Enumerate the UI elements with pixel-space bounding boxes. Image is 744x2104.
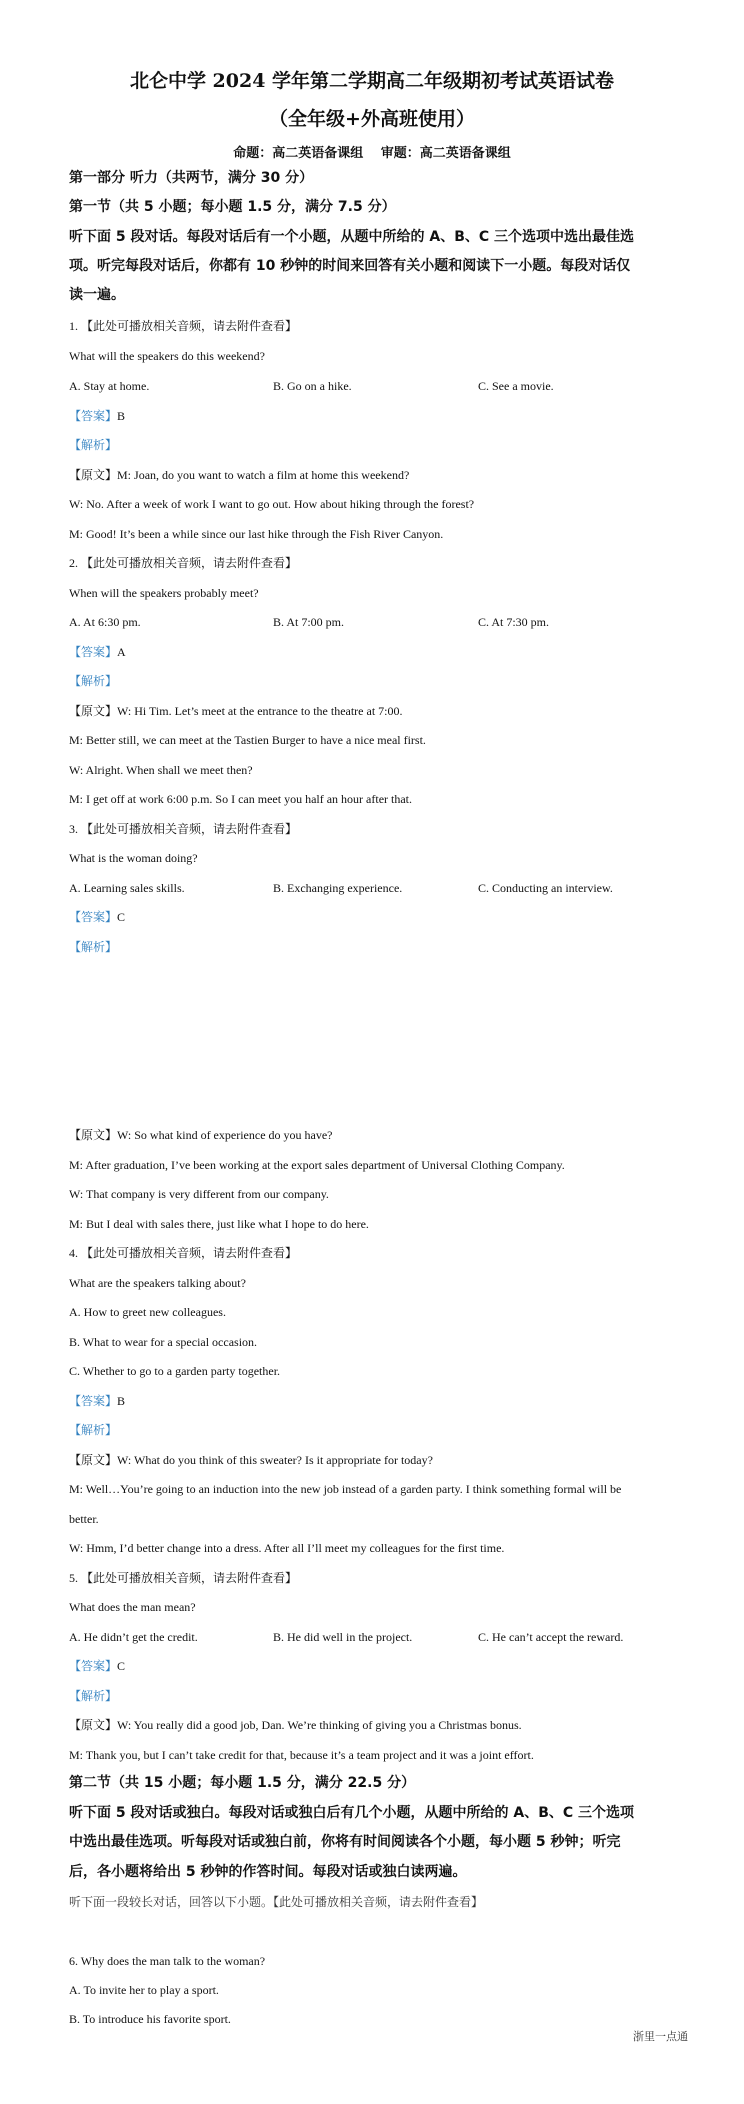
q1-number: 1. xyxy=(69,319,78,333)
q2-transcript-1: 【原文】W: Hi Tim. Let’s meet at the entrance to the theatre at 7:00. xyxy=(69,704,403,718)
q3-transcript-2: M: After graduation, I’ve been working at the export sales department of Universal Clothing Company. xyxy=(69,1158,565,1172)
q4-header xyxy=(69,1245,297,1261)
q4-question: What are the speakers talking about? xyxy=(69,1276,246,1290)
q4-transcript-2-cont: better. xyxy=(69,1512,99,1526)
answer-tag: 【答案】 xyxy=(69,409,118,423)
section2-instruction-3: 后，各小题将给出 5 秒钟的作答时间。每段对话或独白读两遍。 xyxy=(69,1864,467,1880)
q3-option-b: B. Exchanging experience. xyxy=(273,881,403,895)
answer-tag: 【答案】 xyxy=(69,910,118,924)
q3-option-c: C. Conducting an interview. xyxy=(478,881,613,895)
part1-heading: 第一部分 听力（共两节，满分 30 分） xyxy=(69,170,314,186)
section1-instruction-1: 听下面 5 段对话。每段对话后有一个小题，从题中所给的 A、B、C 三个选项中选出最佳选 xyxy=(69,229,635,245)
q1-audio-note: 【此处可播放相关音频，请去附件查看】 xyxy=(81,319,298,333)
q6-option-a: A. To invite her to play a sport. xyxy=(69,1983,219,1997)
q2-question: When will the speakers probably meet? xyxy=(69,586,259,600)
q6-option-b: B. To introduce his favorite sport. xyxy=(69,2012,231,2026)
q4-transcript-1: 【原文】W: What do you think of this sweater? Is it appropriate for today? xyxy=(69,1453,433,1467)
q4-option-b: B. What to wear for a special occasion. xyxy=(69,1335,258,1349)
q2-option-a: A. At 6:30 pm. xyxy=(69,615,141,629)
q3-audio-note: 【此处可播放相关音频，请去附件查看】 xyxy=(81,822,298,836)
q2-option-b: B. At 7:00 pm. xyxy=(273,615,345,629)
q1-option-c: C. See a movie. xyxy=(478,379,554,393)
q3-question: What is the woman doing? xyxy=(69,851,198,865)
q2-answer-value: A xyxy=(117,645,126,659)
answer-tag: 【答案】 xyxy=(69,1394,118,1408)
answer-tag: 【答案】 xyxy=(69,645,118,659)
q5-option-b: B. He did well in the project. xyxy=(273,1630,413,1644)
original-tag: 【原文】 xyxy=(69,1453,118,1467)
q1-answer xyxy=(69,408,125,424)
q4-answer-value: B xyxy=(117,1394,126,1408)
q1-header xyxy=(69,318,297,334)
section1-instruction-2: 项。听完每段对话后，你都有 10 秒钟的时间来回答有关小题和阅读下一小题。每段对话仅 xyxy=(69,258,631,274)
q4-option-c: C. Whether to go to a garden party together. xyxy=(69,1364,281,1378)
q1-option-b: B. Go on a hike. xyxy=(273,379,352,393)
q3-answer xyxy=(69,909,125,925)
q3-number: 3. xyxy=(69,822,78,836)
q6-question: 6. Why does the man talk to the woman? xyxy=(69,1954,266,1968)
q2-header xyxy=(69,555,297,571)
answer-tag: 【答案】 xyxy=(69,1659,118,1673)
q5-question: What does the man mean? xyxy=(69,1600,196,1614)
section2-listen-note: 听下面一段较长对话，回答以下小题。【此处可播放相关音频，请去附件查看】 xyxy=(69,1895,484,1909)
q2-number: 2. xyxy=(69,556,78,570)
q5-answer xyxy=(69,1658,125,1674)
q3-transcript-4: M: But I deal with sales there, just like what I hope to do here. xyxy=(69,1217,369,1231)
section2-instruction-1: 听下面 5 段对话或独白。每段对话或独白后有几个小题，从题中所给的 A、B、C 三个选项 xyxy=(69,1805,635,1821)
q3-option-a: A. Learning sales skills. xyxy=(69,881,185,895)
section1-heading: 第一节（共 5 小题；每小题 1.5 分，满分 7.5 分） xyxy=(69,199,396,215)
q1-transcript-2: W: No. After a week of work I want to go out. How about hiking through the forest? xyxy=(69,497,475,511)
original-tag: 【原文】 xyxy=(69,468,118,482)
q4-option-a: A. How to greet new colleagues. xyxy=(69,1305,226,1319)
q3-answer-value: C xyxy=(117,910,126,924)
footer-watermark: 浙里一点通 xyxy=(633,2030,688,2043)
q2-audio-note: 【此处可播放相关音频，请去附件查看】 xyxy=(81,556,298,570)
q3-transcript-1: 【原文】W: So what kind of experience do you have? xyxy=(69,1128,333,1142)
q2-transcript-2: M: Better still, we can meet at the Tastien Burger to have a nice meal first. xyxy=(69,733,426,747)
q4-audio-note: 【此处可播放相关音频，请去附件查看】 xyxy=(81,1246,298,1260)
q5-audio-note: 【此处可播放相关音频，请去附件查看】 xyxy=(81,1571,298,1585)
q5-option-a: A. He didn’t get the credit. xyxy=(69,1630,198,1644)
q1-answer-value: B xyxy=(117,409,126,423)
q5-transcript-1: 【原文】W: You really did a good job, Dan. We’re thinking of giving you a Christmas bonus. xyxy=(69,1718,522,1732)
section1-instruction-3: 读一遍。 xyxy=(69,287,125,303)
q1-transcript-3: M: Good! It’s been a while since our last hike through the Fish River Canyon. xyxy=(69,527,444,541)
q2-transcript-3: W: Alright. When shall we meet then? xyxy=(69,763,253,777)
section2-heading: 第二节（共 15 小题；每小题 1.5 分，满分 22.5 分） xyxy=(69,1775,416,1791)
q5-transcript-2: M: Thank you, but I can’t take credit for that, because it’s a team project and it was a joint effort. xyxy=(69,1748,534,1762)
q3-analysis-tag: 【解析】 xyxy=(69,940,118,954)
q2-option-c: C. At 7:30 pm. xyxy=(478,615,550,629)
q5-analysis-tag: 【解析】 xyxy=(69,1689,118,1703)
exam-title: 北仑中学 2024 学年第二学期高二年级期初考试英语试卷 xyxy=(129,70,615,92)
exam-authors: 命题：高二英语备课组 审题：高二英语备课组 xyxy=(233,146,511,161)
q3-header xyxy=(69,821,297,837)
q3-transcript-3: W: That company is very different from our company. xyxy=(69,1187,329,1201)
q1-transcript-1: 【原文】M: Joan, do you want to watch a film at home this weekend? xyxy=(69,468,410,482)
q2-answer xyxy=(69,644,126,660)
q5-number: 5. xyxy=(69,1571,78,1585)
original-tag: 【原文】 xyxy=(69,1128,118,1142)
q2-transcript-4: M: I get off at work 6:00 p.m. So I can meet you half an hour after that. xyxy=(69,792,413,806)
q4-transcript-2: M: Well…You’re going to an induction into the new job instead of a garden party. I think something formal will be xyxy=(69,1482,622,1496)
q4-analysis-tag: 【解析】 xyxy=(69,1423,118,1437)
q1-option-a: A. Stay at home. xyxy=(69,379,150,393)
q2-analysis-tag: 【解析】 xyxy=(69,674,118,688)
q4-transcript-3: W: Hmm, I’d better change into a dress. After all I’ll meet my colleagues for the first time. xyxy=(69,1541,505,1555)
q1-analysis-tag: 【解析】 xyxy=(69,438,118,452)
q5-option-c: C. He can’t accept the reward. xyxy=(478,1630,624,1644)
section2-instruction-2: 中选出最佳选项。听每段对话或独白前，你将有时间阅读各个小题，每小题 5 秒钟；听完 xyxy=(69,1834,621,1850)
exam-subtitle: （全年级+外高班使用） xyxy=(269,108,475,130)
q5-header xyxy=(69,1570,297,1586)
q5-answer-value: C xyxy=(117,1659,126,1673)
q4-number: 4. xyxy=(69,1246,78,1260)
q4-answer xyxy=(69,1393,125,1409)
original-tag: 【原文】 xyxy=(69,704,118,718)
q1-question: What will the speakers do this weekend? xyxy=(69,349,265,363)
original-tag: 【原文】 xyxy=(69,1718,118,1732)
